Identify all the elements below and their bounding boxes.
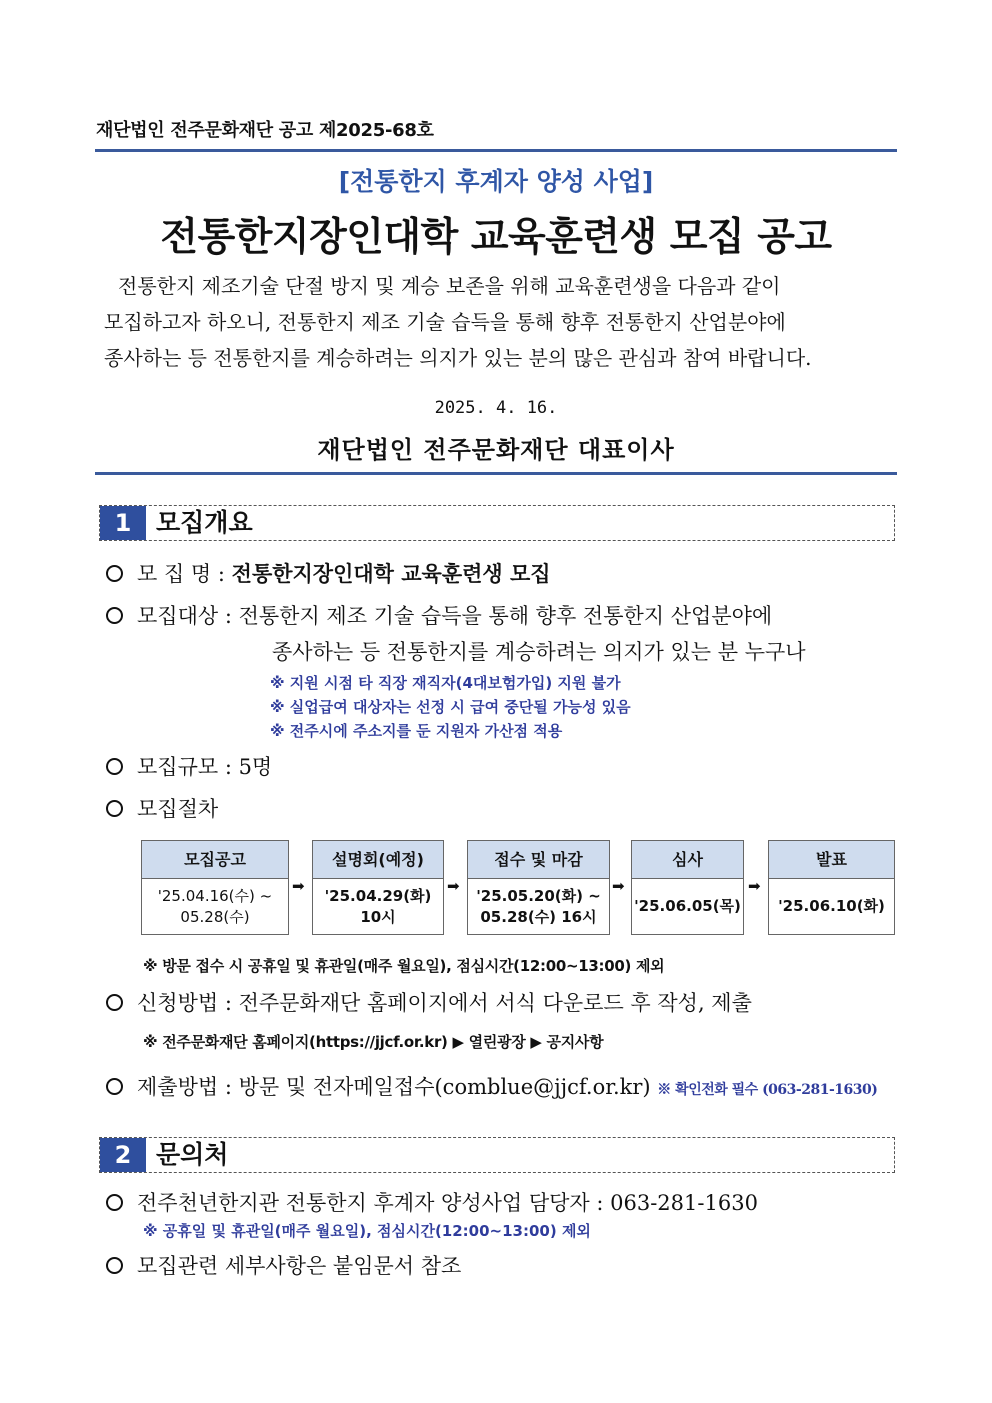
contact-note: ※ 공휴일 및 휴관일(매주 월요일), 점심시간(12:00~13:00) 제외 [143,1222,591,1240]
circle-bullet-icon [106,1194,123,1211]
procedure-step [768,840,895,935]
step-date: '25.06.10(화) [778,897,885,915]
contact-item [106,1187,758,1217]
step-title: 접수 및 마감 [468,841,609,879]
recruit-target-line: 종사하는 등 전통한지를 계승하려는 의지가 있는 분 누구나 [272,640,806,664]
arrow-right-icon: ➡ [748,877,761,895]
circle-bullet-icon [106,758,123,775]
recruit-procedure-label: 모집절차 [137,797,219,821]
step-title: 발표 [769,841,894,879]
recruit-procedure-item [106,793,218,823]
bottom-rule [95,472,897,475]
arrow-right-icon: ➡ [292,877,305,895]
section-header-contact [99,1137,895,1173]
apply-note: ※ 전주문화재단 홈페이지(https://jjcf.or.kr) ▶ 열린광장 ▶ 공지사항 [143,1033,604,1051]
intro-line: 모집하고자 하오니, 전통한지 제조 기술 습득을 통해 향후 전통한지 산업분야에 [104,310,786,334]
submit-method-item [106,1071,877,1101]
circle-bullet-icon [106,1257,123,1274]
circle-bullet-icon [106,994,123,1011]
procedure-step [467,840,610,935]
issuer: 재단법인 전주문화재단 대표이사 [317,435,675,464]
procedure-note: ※ 방문 접수 시 공휴일 및 휴관일(매주 월요일), 점심시간(12:00~13:00) 제외 [143,957,665,975]
recruit-scale-item [106,751,272,781]
intro-line: 전통한지 제조기술 단절 방지 및 계승 보존을 위해 교육훈련생을 다음과 같이 [118,274,781,298]
subtitle: [전통한지 후계자 양성 사업] [338,167,654,196]
step-title: 모집공고 [142,841,288,879]
section-number: 2 [100,1138,146,1172]
section-number: 1 [100,506,146,540]
contact-text: 전주천년한지관 전통한지 후계자 양성사업 담당자 : 063-281-1630 [137,1191,758,1215]
step-date: '25.04.16(수) ~ 05.28(수) [157,886,273,926]
detail-text: 모집관련 세부사항은 붙임문서 참조 [137,1254,462,1278]
recruit-target-line: 전통한지 제조 기술 습득을 통해 향후 전통한지 산업분야에 [238,604,773,628]
step-date: '25.05.20(화) ~ 05.28(수) 16시 [476,886,601,926]
circle-bullet-icon [106,1078,123,1095]
step-date: '25.04.29(화) 10시 [324,886,432,926]
procedure-step [141,840,289,935]
detail-item [106,1250,461,1280]
step-title: 설명회(예정) [313,841,443,879]
recruit-name-value: 전통한지장인대학 교육훈련생 모집 [231,561,551,586]
circle-bullet-icon [106,800,123,817]
circle-bullet-icon [106,565,123,582]
section-header-overview [99,505,895,541]
target-note: ※ 지원 시점 타 직장 재직자(4대보험가입) 지원 불가 [270,674,621,692]
notice-number: 재단법인 전주문화재단 공고 제2025-68호 [96,120,434,141]
recruit-scale-text: 모집규모 : 5명 [137,755,273,779]
procedure-step [312,840,444,935]
apply-method-item [106,987,752,1017]
intro-paragraph [104,268,894,376]
target-note: ※ 전주시에 주소지를 둔 지원자 가산점 적용 [270,722,563,740]
recruit-target-label: 모집대상 : [137,604,232,628]
arrow-right-icon: ➡ [447,877,460,895]
step-title: 심사 [632,841,743,879]
page-title: 전통한지장인대학 교육훈련생 모집 공고 [160,215,832,260]
recruit-target-item [106,600,772,630]
apply-method-text: 신청방법 : 전주문화재단 홈페이지에서 서식 다운로드 후 작성, 제출 [137,991,752,1015]
section-title: 문의처 [156,1140,229,1169]
top-rule [95,149,897,152]
procedure-step [631,840,744,935]
recruit-name-label: 모 집 명 : [137,562,225,586]
section-title: 모집개요 [156,508,253,537]
submit-method-text: 제출방법 : 방문 및 전자메일접수(comblue@jjcf.or.kr) [137,1075,651,1099]
arrow-right-icon: ➡ [612,877,625,895]
submit-note: ※ 확인전화 필수 (063-281-1630) [657,1082,878,1098]
circle-bullet-icon [106,607,123,624]
notice-date: 2025. 4. 16. [434,398,558,418]
target-note: ※ 실업급여 대상자는 선정 시 급여 중단될 가능성 있음 [270,698,631,716]
recruit-name-item [106,558,551,588]
step-date: '25.06.05(목) [634,897,741,915]
intro-line: 종사하는 등 전통한지를 계승하려는 의지가 있는 분의 많은 관심과 참여 바랍니다. [104,346,812,370]
